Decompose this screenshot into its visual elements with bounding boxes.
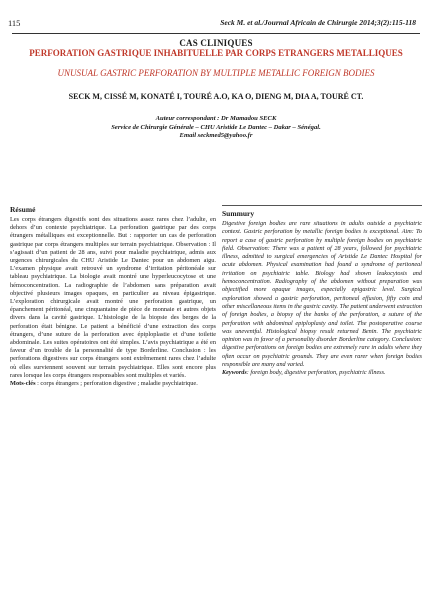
resume-text: Les corps étrangers digestifs sont des situations assez rares chez l’adulte, en dehors d’un contexte psychiatrique. La perforation gastrique par des corps étrangers métalliques est exceptionnelle. But : rapporter un cas de perforation gastrique par corps étrangers multiples sur terrain psychiatrique. Observation : Il s’agissait d’un patient de 28 ans, suivi pour maladie psychiatrique, admis aux urgences chirurgicales du CHU Aristide Le Dantec pour un abdomen aigu. L’examen physique avait retrouvé un syndrome d’irritation péritonéale sur tableau psychiatrique. La biologie avait montré une hyperleucocytose et une hémoconcentration. La radiographie de l’abdomen sans préparation avait objectivé plusieurs images opaques, en particulier au niveau épigastrique. L’exploration chirurgicale avait montré une perforation gastrique, un épanchement péritonéal, une cinquantaine de pièce de monnaie et autres objets divers dans la cavité gastrique. L’histologie de la biopsie des berges de la perforation était bénigne. Le patient a bénéficié d’une extraction des corps étrangers, d’une suture de la perforation avec épiploplastie et d’une toilette abdominale. Les suites opératoires ont été simples. L’avis psychiatrique a été en faveur d’un trouble de la personnalité de type Borderline. Conclusion : les perforations digestives sur corps étrangers sont extrêmement rares chez l’adulte où elles surviennent souvent sur terrain psychiatrique. Elles sont encore plus rares lorsque les corps étrangers responsables sont multiples et variés. <box>10 216 216 379</box>
summary-text: Digestive foreign bodies are rare situations in adults outside a psychiatric context. Gastric perforation by metallic foreign bodies is exceptional. Aim: To report a case of gastric perforation by multiple foreign bodies on psychiatric field. Observation: There was a patient of 28 years, followed for psychiatric illness, admitted to surgical emergencies of Aristide Le Dantec Hospital for acute abdomen. Physical examination had found a syndrome of peritoneal irritation on psychiatric table. Biology had shown leukocytosis and hemoconcentration. Radiography of the abdomen without preparation was objectified more opaque images, especially epigastric level. Surgical exploration showed a gastric perforation, peritoneal effusion, fifty coin and other miscellaneous items in the gastric cavity. The patient underwent extraction of foreign bodies, a biopsy of the banks of the perforation, a suture of the perforation with abdominal epiploplasty and toilet. The postoperative course was uneventful. Histological biopsy result returned Benin. The psychiatric opinion was in favor of a personality disorder Borderline category. Conclusion: digestive perforations on foreign bodies are extremely rare in adults where they often occur on psychiatric grounds. They are even rarer when foreign bodies responsible are many and varied. <box>222 220 422 369</box>
english-title: UNUSUAL GASTRIC PERFORATION BY MULTIPLE METALLIC FOREIGN BODIES <box>57 68 375 78</box>
journal-citation: Seck M. et al./Journal Africain de Chirurgie 2014;3(2):115-118 <box>220 18 416 27</box>
summary-heading: Summury <box>222 205 422 218</box>
page-number: 115 <box>8 18 21 28</box>
keywords-en: : foreign body, digestive perforation, psychiatric illness. <box>246 369 386 377</box>
correspondence-block <box>10 115 422 141</box>
keywords-label-en: Keywords <box>222 369 247 377</box>
summary-keywords <box>222 369 422 377</box>
header-rule <box>12 33 420 34</box>
resume-keywords <box>10 380 216 388</box>
keywords-fr: : corps étrangers ; perforation digestive ; maladie psychiatrique. <box>35 380 198 388</box>
resume-column <box>10 205 216 388</box>
email: Email seckmed5@yahoo.fr <box>179 132 253 140</box>
running-header <box>8 18 424 32</box>
keywords-label-fr: Mots-clés <box>10 380 36 388</box>
author-list: SECK M, CISSÉ M, KONATÉ I, TOURÉ A.O, KA O, DIENG M, DIA A, TOURÉ CT. <box>68 92 364 101</box>
corresponding-author: Auteur correspondant : Dr Mamadou SECK <box>155 115 277 122</box>
title-block <box>10 38 422 141</box>
section-label: CAS CLINIQUES <box>179 38 253 48</box>
affiliation: Service de Chirurgie Générale – CHU Aristide Le Dantec – Dakar – Sénégal. <box>111 123 321 131</box>
summary-column <box>222 205 422 378</box>
resume-heading: Résumé <box>10 205 36 214</box>
french-title: PERFORATION GASTRIQUE INHABITUELLE PAR CORPS ETRANGERS METALLIQUES <box>29 48 403 58</box>
